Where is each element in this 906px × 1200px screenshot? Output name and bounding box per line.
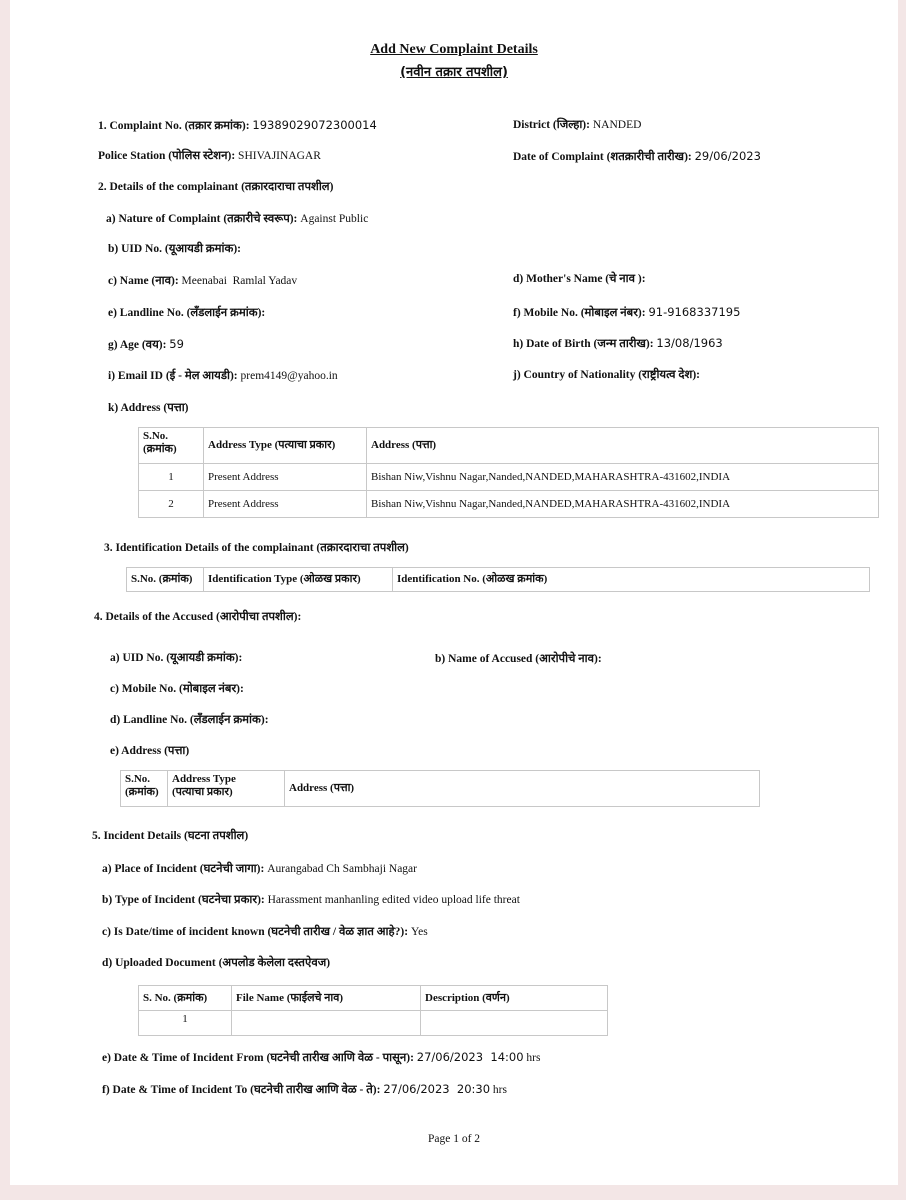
table-cell: 2 — [139, 491, 204, 518]
police-station-row: Police Station (पोलिस स्टेशन): SHIVAJINAGAR — [98, 150, 321, 162]
page-title: Add New Complaint Details — [370, 42, 538, 57]
table-cell — [421, 1011, 608, 1036]
place-row: a) Place of Incident (घटनेची जागा): Aurangabad Ch Sambhaji Nagar — [102, 863, 417, 875]
page-subtitle: (नवीन तक्रार तपशील) — [400, 65, 508, 80]
table-header-cell: Address (पत्ता) — [367, 428, 879, 464]
accused-landline-row: d) Landline No. (लँडलाईन क्रमांक): — [110, 714, 269, 726]
table-header-cell: S.No. (क्रमांक) — [121, 771, 168, 807]
table-cell: Bishan Niw,Vishnu Nagar,Nanded,NANDED,MAHARASHTRA-431602,INDIA — [367, 491, 879, 518]
table-cell — [232, 1011, 421, 1036]
complainant-heading: 2. Details of the complainant (तक्रारदाराचा तपशील) — [98, 181, 334, 193]
table-header-cell: S. No. (क्रमांक) — [139, 986, 232, 1011]
table-header-cell: Description (वर्णन) — [421, 986, 608, 1011]
name-row: c) Name (नाव): Meenabai Ramlal Yadav — [108, 275, 298, 287]
table-header-cell: Address Type (पत्याचा प्रकार) — [204, 428, 367, 464]
table-header-cell: S.No. (क्रमांक) — [127, 568, 204, 592]
table-header-cell: Identification No. (ओळख क्रमांक) — [393, 568, 870, 592]
uid-row: b) UID No. (यूआयडी क्रमांक): — [108, 243, 241, 255]
date-known-row: c) Is Date/time of incident known (घटनेची तारीख / वेळ ज्ञात आहे?): Yes — [102, 926, 428, 938]
incident-from-row: e) Date & Time of Incident From (घटनेची तारीख आणि वेळ - पासून): 27/06/2023 14:00 hrs — [102, 1050, 541, 1064]
table-cell: 1 — [139, 1011, 232, 1036]
table-header-cell: Address (पत्ता) — [285, 771, 760, 807]
incident-type-row: b) Type of Incident (घटनेचा प्रकार): Harassment manhanling edited video upload life threat — [102, 894, 520, 906]
nature-row: a) Nature of Complaint (तक्रारीचे स्वरूप): Against Public — [106, 213, 369, 225]
table-header-cell: Address Type (पत्याचा प्रकार) — [168, 771, 285, 807]
age-row: g) Age (वय): 59 — [108, 337, 184, 351]
page-number: Page 1 of 2 — [427, 1133, 481, 1145]
table-cell: Bishan Niw,Vishnu Nagar,Nanded,NANDED,MAHARASHTRA-431602,INDIA — [367, 464, 879, 491]
email-row: i) Email ID (ई - मेल आयडी): prem4149@yahoo.in — [108, 370, 338, 382]
accused-address-table — [120, 770, 760, 807]
complaint-no-row: 1. Complaint No. (तक्रार क्रमांक): 19389029072300014 — [98, 118, 377, 132]
dob-row: h) Date of Birth (जन्म तारीख): 13/08/1963 — [513, 336, 723, 350]
date-of-complaint-row: Date of Complaint (शतक्रारीची तारीख): 29/06/2023 — [513, 149, 761, 163]
identification-heading: 3. Identification Details of the complainant (तक्रारदाराचा तपशील) — [104, 542, 409, 554]
address-label: k) Address (पत्ता) — [108, 402, 189, 414]
accused-heading: 4. Details of the Accused (आरोपीचा तपशील): — [94, 611, 302, 623]
complainant-address-table — [138, 427, 879, 518]
accused-address-label: e) Address (पत्ता) — [110, 745, 190, 757]
table-row — [139, 1011, 608, 1036]
incident-to-row: f) Date & Time of Incident To (घटनेची तारीख आणि वेळ - ते): 27/06/2023 20:30 hrs — [102, 1082, 507, 1096]
uploaded-document-table — [138, 985, 608, 1036]
accused-uid-row: a) UID No. (यूआयडी क्रमांक): — [110, 652, 243, 664]
landline-row: e) Landline No. (लँडलाईन क्रमांक): — [108, 307, 266, 319]
table-cell: 1 — [139, 464, 204, 491]
mother-name-row: d) Mother's Name (चे नाव ): — [513, 273, 646, 285]
table-cell: Present Address — [204, 464, 367, 491]
table-row — [139, 491, 879, 518]
table-cell: Present Address — [204, 491, 367, 518]
incident-heading: 5. Incident Details (घटना तपशील) — [92, 830, 249, 842]
accused-name-row: b) Name of Accused (आरोपीचे नाव): — [435, 653, 602, 665]
accused-mobile-row: c) Mobile No. (मोबाइल नंबर): — [110, 683, 244, 695]
district-row: District (जिल्हा): NANDED — [513, 119, 642, 131]
table-header-cell: File Name (फाईलचे नाव) — [232, 986, 421, 1011]
table-header-cell: Identification Type (ओळख प्रकार) — [204, 568, 393, 592]
country-row: j) Country of Nationality (राष्ट्रीयत्व देश): — [513, 369, 700, 381]
mobile-row: f) Mobile No. (मोबाइल नंबर): 91-9168337195 — [513, 305, 741, 319]
document-page — [10, 0, 898, 1185]
uploaded-document-label: d) Uploaded Document (अपलोड केलेला दस्तऐवज) — [102, 957, 331, 969]
table-row — [139, 464, 879, 491]
table-header-cell: S.No. (क्रमांक) — [139, 428, 204, 464]
identification-table — [126, 567, 870, 592]
